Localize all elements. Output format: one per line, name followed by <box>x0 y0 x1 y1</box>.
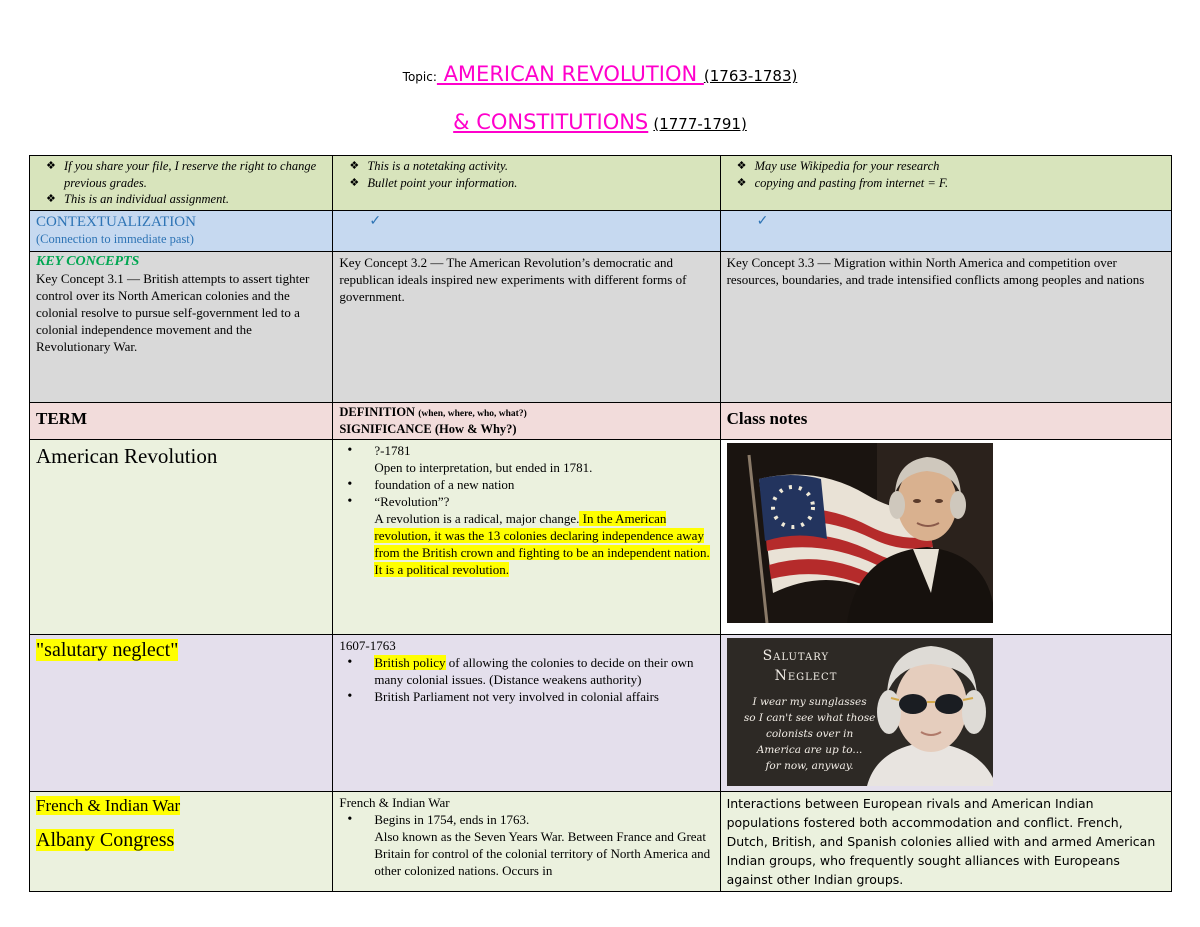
definition-cell[interactable] <box>333 635 720 792</box>
contextualization-cell <box>30 211 333 252</box>
caption-line: America are up to... <box>756 744 863 756</box>
term-salutary-neglect: "salutary neglect" <box>36 639 179 661</box>
instruction-item: ❖ May use Wikipedia for your research <box>737 158 1165 175</box>
term-cell[interactable] <box>30 635 333 792</box>
definition-header <box>333 403 720 440</box>
definition-header-label <box>339 405 713 422</box>
definition-cell[interactable] <box>333 792 720 892</box>
instruction-item: ❖ If you share your file, I reserve the right to change previous grades. <box>46 158 326 191</box>
dates-text: 1607-1763 <box>339 638 396 653</box>
instruction-item: ❖ This is an individual assignment. <box>46 191 326 208</box>
class-notes-header <box>720 403 1171 440</box>
definition-small-label: (when, where, who, what?) <box>418 409 527 419</box>
caption-line: colonists over in <box>765 728 854 740</box>
bullet-text: of allowing the colonies to decide on their own many colonial issues. (Distance weakens authority) <box>374 655 694 687</box>
term-header <box>30 403 333 440</box>
class-notes-cell[interactable] <box>720 792 1171 892</box>
subtitle-line <box>0 110 1200 134</box>
caption-line: I wear my sunglasses <box>752 696 867 708</box>
bullet-text: Open to interpretation, but ended in 1781. <box>374 460 593 475</box>
class-notes-text: Interactions between European rivals and American Indian populations fostered both accommodation and conflict. French, Dutch, British, and Spanish colonies allied with and armed American Indian groups, who frequently sought alliances with Europeans against other Indian groups. <box>726 796 1156 887</box>
key-concepts-cell-1 <box>30 252 333 403</box>
term-cell[interactable] <box>30 440 333 635</box>
list-item <box>347 654 713 688</box>
caption-line: so I can't see what those <box>743 712 876 724</box>
key-concept-3-3: Key Concept 3.3 — Migration within North America and competition over resources, boundaries, and trade intensified conflicts among peoples and nations <box>726 255 1145 287</box>
key-concepts-cell-2 <box>333 252 720 403</box>
term-wrap <box>36 827 326 853</box>
topic-title-line <box>0 62 1200 86</box>
bullet-text: Also known as the Seven Years War. Between France and Great Britain for control of the colonial territory of North America and other colonized nations. Occurs in <box>374 829 711 878</box>
term-american-revolution: American Revolution <box>36 444 218 468</box>
notes-table <box>29 155 1172 892</box>
significance-header-label: SIGNIFICANCE (How & Why?) <box>339 422 517 436</box>
topic-dates: (1763-1783) <box>703 67 798 85</box>
contextualization-subtitle: (Connection to immediate past) <box>36 232 194 246</box>
key-concepts-title: KEY CONCEPTS <box>36 254 140 269</box>
instructions-row <box>30 156 1172 211</box>
sub-title: & CONSTITUTIONS <box>453 110 649 134</box>
contextualization-title: CONTEXTUALIZATION <box>36 214 196 230</box>
topic-title: AMERICAN REVOLUTION <box>436 62 704 86</box>
instruction-item: ❖ This is a notetaking activity. <box>349 158 713 175</box>
instruction-item: ❖ copying and pasting from internet = F. <box>737 175 1165 192</box>
list-item: • foundation of a new nation <box>347 476 713 493</box>
washington-flag-image <box>727 443 993 623</box>
key-concept-3-2: Key Concept 3.2 — The American Revolution’s democratic and republican ideals inspired new experiments with different forms of government. <box>339 255 687 304</box>
meme-title-1: Salutary <box>762 648 830 664</box>
meme-caption <box>735 694 885 774</box>
list-item <box>347 493 713 578</box>
instructions-cell-1 <box>30 156 333 211</box>
definition-label: DEFINITION <box>339 405 416 419</box>
term-french-indian-war: French & Indian War <box>36 796 181 815</box>
term-albany-congress: Albany Congress <box>36 829 175 851</box>
contextualization-cell-3[interactable] <box>720 211 1171 252</box>
table-row <box>30 792 1172 892</box>
sub-dates: (1777-1791) <box>653 115 747 133</box>
bullet-text: A revolution is a radical, major change. <box>374 511 580 526</box>
caption-line: for now, anyway. <box>765 760 854 772</box>
instruction-item: ❖ Bullet point your information. <box>349 175 713 192</box>
instructions-cell-2 <box>333 156 720 211</box>
instructions-cell-3 <box>720 156 1171 211</box>
term-salutary-neglect-wrap <box>36 637 326 663</box>
term-header-label: TERM <box>36 409 87 428</box>
class-notes-cell[interactable] <box>720 635 1171 792</box>
highlighted-text: British policy <box>374 655 446 670</box>
table-row <box>30 440 1172 635</box>
topic-label: Topic: <box>402 70 437 84</box>
key-concepts-cell-3 <box>720 252 1171 403</box>
term-cell[interactable] <box>30 792 333 892</box>
list-item <box>347 811 713 879</box>
contextualization-row <box>30 211 1172 252</box>
bullet-text: Begins in 1754, ends in 1763. <box>374 812 530 827</box>
list-item: • British Parliament not very involved in colonial affairs <box>347 688 713 705</box>
meme-title-2: Neglect <box>774 668 838 684</box>
class-notes-header-label: Class notes <box>726 409 808 428</box>
table-header-row <box>30 403 1172 440</box>
contextualization-cell-2[interactable] <box>333 211 720 252</box>
term-wrap <box>36 795 326 817</box>
checkmark-icon: ✓ <box>756 214 769 229</box>
bullet-text: “Revolution”? <box>374 494 450 509</box>
definition-cell[interactable] <box>333 440 720 635</box>
key-concepts-row <box>30 252 1172 403</box>
salutary-neglect-meme <box>727 638 993 786</box>
highlighted-text: In the American revolution, it was the 13 colonies declaring independence away from the British crown and fighting to be an independent nation. It is a political revolution. <box>374 511 710 577</box>
key-concept-3-1: Key Concept 3.1 — British attempts to assert tighter control over its North American colonies and the colonial resolve to pursue self-government led to a colonial independence movement and the Revolutionary War. <box>36 271 310 354</box>
table-row <box>30 635 1172 792</box>
class-notes-cell[interactable] <box>720 440 1171 635</box>
checkmark-icon: ✓ <box>369 214 382 229</box>
list-item <box>347 442 713 476</box>
bullet-text: ?-1781 <box>374 443 411 458</box>
definition-title: French & Indian War <box>339 795 450 810</box>
